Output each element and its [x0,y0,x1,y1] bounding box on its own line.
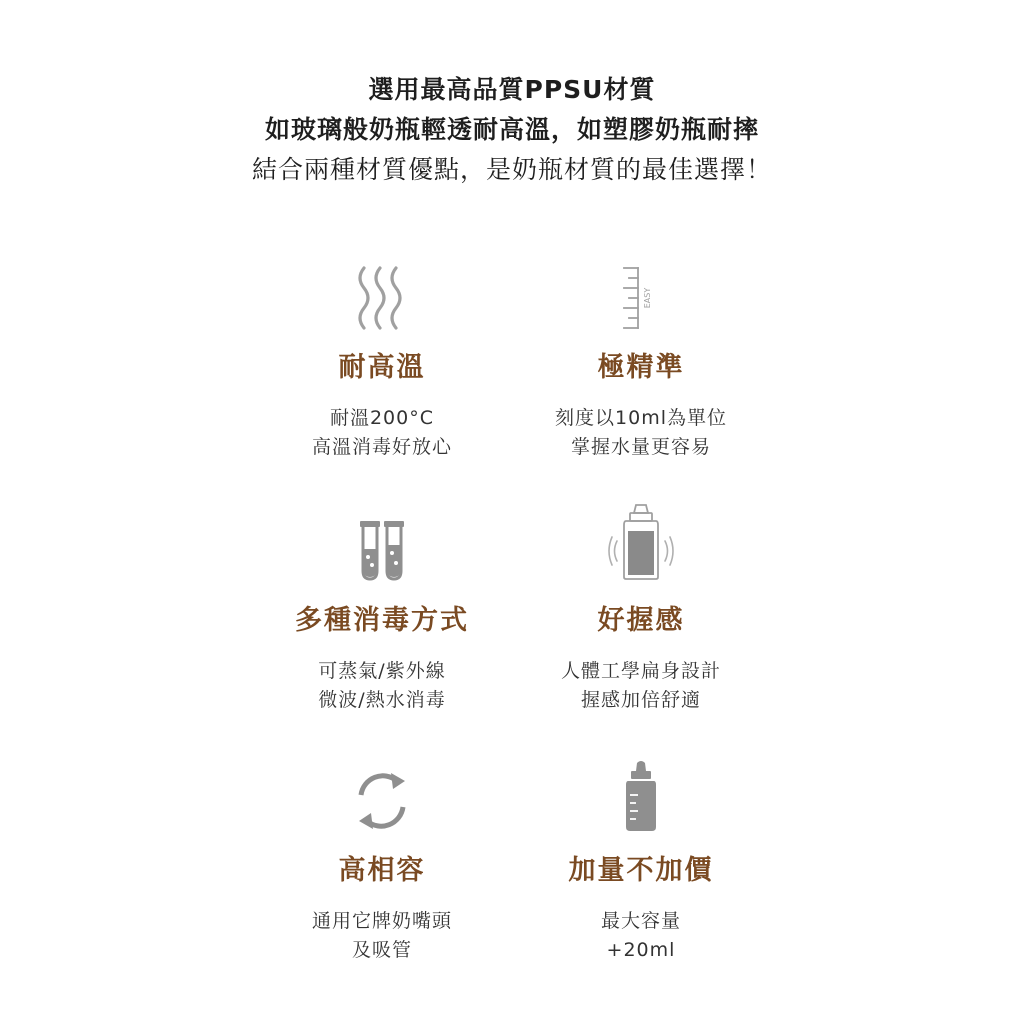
feature-desc-line: 通用它牌奶嘴頭 [311,910,452,932]
baby-bottle-icon [491,765,791,845]
headline-2: 如玻璃般奶瓶輕透耐高溫，如塑膠奶瓶耐摔 [264,115,759,144]
feature-description [491,404,791,462]
feature-description [491,907,791,965]
feature-desc-line: 及吸管 [351,939,412,961]
test-tubes-icon [232,515,532,595]
easy-label: EASY [643,287,652,309]
feature-title: 多種消毒方式 [295,605,469,636]
headline-1: 選用最高品質PPSU材質 [368,75,656,104]
feature-description [232,657,532,715]
feature-desc-line: 高溫消毒好放心 [311,436,452,458]
feature-desc-line: 最大容量 [600,910,681,932]
feature-desc-line: 微波/熱水消毒 [318,689,446,711]
feature-desc-line: 掌握水量更容易 [570,436,711,458]
feature-title: 高相容 [338,855,426,886]
feature-desc-line: 耐溫200°C [329,407,435,429]
feature-desc-line: 刻度以10ml為單位 [555,407,727,429]
measurement-scale-icon [491,262,791,342]
feature-desc-line: 可蒸氣/紫外線 [318,660,446,682]
bottle-grip-icon [491,515,791,595]
feature-description [232,404,532,462]
header [0,70,1024,190]
feature-title: 耐高溫 [338,352,426,383]
heat-waves-icon [232,262,532,342]
feature-title: 極精準 [597,352,685,383]
headline-3: 結合兩種材質優點，是奶瓶材質的最佳選擇！ [251,155,772,184]
feature-desc-line: 握感加倍舒適 [580,689,701,711]
feature-description [232,907,532,965]
refresh-arrows-icon [232,765,532,845]
feature-desc-line: 人體工學扁身設計 [560,660,721,682]
feature-desc-line: +20ml [606,939,676,961]
feature-title: 加量不加價 [568,855,714,886]
feature-title: 好握感 [597,605,685,636]
feature-description [491,657,791,715]
